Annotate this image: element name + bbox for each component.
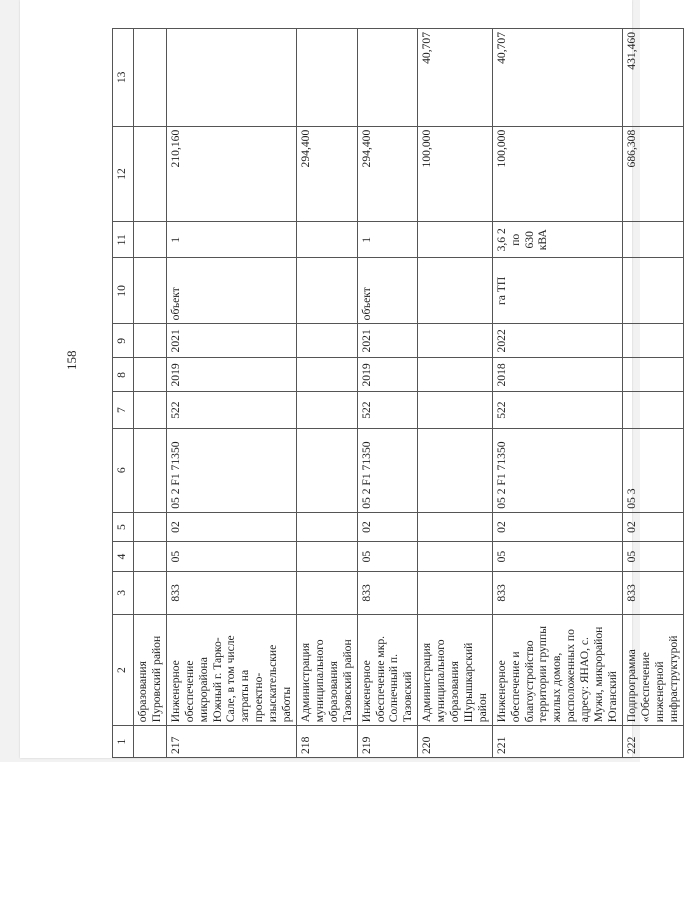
table-cell: [296, 29, 357, 127]
table-cell: 431,460: [622, 29, 683, 127]
table-row: [134, 29, 167, 758]
name-cell: Инженерное обеспечение мкр. Солнечный п. Тазовский: [357, 614, 418, 725]
table-row: [622, 29, 683, 758]
table-cell: [134, 258, 167, 324]
table-cell: [296, 324, 357, 358]
table-cell: 02: [622, 512, 683, 542]
table-cell: 40,707: [418, 29, 493, 127]
table-cell: [418, 542, 493, 572]
header-cell: 2: [113, 614, 134, 725]
table-cell: 294,400: [357, 126, 418, 221]
name-cell: Подпрограмма «Обеспечение инженерной инфраструктурой: [622, 614, 683, 725]
table-cell: 1: [357, 222, 418, 258]
header-cell: 11: [113, 222, 134, 258]
table-cell: 100,000: [418, 126, 493, 221]
table-cell: [418, 428, 493, 512]
header-cell: 12: [113, 126, 134, 221]
table-cell: [134, 428, 167, 512]
header-cell: 9: [113, 324, 134, 358]
name-cell: Инженерное обеспечение и благоустройство территории группы жилых домов, расположенных по адресу: ЯНАО, с. Мужи, микрорайон Юганский: [492, 614, 622, 725]
table-cell: объект: [166, 258, 296, 324]
table-cell: [296, 258, 357, 324]
table-row: [418, 29, 493, 758]
header-cell: 3: [113, 571, 134, 614]
table-cell: 833: [357, 571, 418, 614]
table-cell: [622, 258, 683, 324]
name-cell: Инженерное обеспечение микрорайона Южный г. Тарко-Сале, в том числе затраты на проектно-изыскательские работы: [166, 614, 296, 725]
table-cell: 2021: [357, 324, 418, 358]
table-cell: 522: [492, 392, 622, 428]
table-cell: [134, 29, 167, 127]
page-number: 158: [64, 350, 79, 370]
table-cell: 100,000: [492, 126, 622, 221]
table-row: [492, 29, 622, 758]
table-cell: [134, 512, 167, 542]
row-number-cell: 219: [357, 726, 418, 758]
table-cell: [296, 358, 357, 392]
table-cell: 833: [622, 571, 683, 614]
table-cell: 05 3: [622, 428, 683, 512]
table-cell: 05: [357, 542, 418, 572]
table-cell: 1: [166, 222, 296, 258]
table-cell: [134, 392, 167, 428]
table-cell: 40,707: [492, 29, 622, 127]
table-cell: 2019: [166, 358, 296, 392]
row-number-cell: 222: [622, 726, 683, 758]
table-cell: [622, 222, 683, 258]
table-cell: 05 2 F1 71350: [492, 428, 622, 512]
name-cell: образования Пуровский район: [134, 614, 167, 725]
table-cell: [296, 571, 357, 614]
header-cell: 8: [113, 358, 134, 392]
table-cell: [296, 428, 357, 512]
table-cell: [296, 222, 357, 258]
table-cell: 833: [166, 571, 296, 614]
table-cell: [418, 222, 493, 258]
table-cell: [418, 512, 493, 542]
table-cell: [134, 358, 167, 392]
table-cell: 05: [492, 542, 622, 572]
header-cell: 10: [113, 258, 134, 324]
table-cell: 210,160: [166, 126, 296, 221]
table-cell: га ТП: [492, 258, 622, 324]
table-cell: [622, 324, 683, 358]
table-cell: [622, 358, 683, 392]
header-cell: 4: [113, 542, 134, 572]
table-cell: 02: [166, 512, 296, 542]
row-number-cell: 217: [166, 726, 296, 758]
table-cell: 522: [357, 392, 418, 428]
table-cell: [134, 222, 167, 258]
name-cell: Администрация муниципального образования Шурышкарский район: [418, 614, 493, 725]
table-cell: [134, 571, 167, 614]
row-number-cell: 220: [418, 726, 493, 758]
table-cell: объект: [357, 258, 418, 324]
table-cell: 2018: [492, 358, 622, 392]
table-cell: [166, 29, 296, 127]
header-row: [113, 29, 134, 758]
table-cell: [296, 512, 357, 542]
table-cell: 05: [622, 542, 683, 572]
table-cell: 05: [166, 542, 296, 572]
table-row: [296, 29, 357, 758]
table-cell: [418, 358, 493, 392]
header-cell: 5: [113, 512, 134, 542]
header-cell: 1: [113, 726, 134, 758]
table-row: [166, 29, 296, 758]
table-cell: 522: [166, 392, 296, 428]
table-cell: [296, 542, 357, 572]
header-cell: 7: [113, 392, 134, 428]
table-cell: 05 2 F1 71350: [166, 428, 296, 512]
row-number-cell: 221: [492, 726, 622, 758]
header-cell: 13: [113, 29, 134, 127]
table-cell: 02: [357, 512, 418, 542]
table-cell: [134, 324, 167, 358]
header-cell: 6: [113, 428, 134, 512]
table-cell: [296, 392, 357, 428]
table-cell: [622, 392, 683, 428]
table-cell: 2021: [166, 324, 296, 358]
rotated-table-container: [112, 28, 680, 758]
table-cell: [134, 542, 167, 572]
table-cell: [418, 258, 493, 324]
table-cell: 2019: [357, 358, 418, 392]
table-cell: 02: [492, 512, 622, 542]
budget-table: [112, 28, 684, 758]
table-cell: 294,400: [296, 126, 357, 221]
table-cell: 05 2 F1 71350: [357, 428, 418, 512]
row-number-cell: [134, 726, 167, 758]
table-cell: 2022: [492, 324, 622, 358]
table-cell: [418, 324, 493, 358]
table-cell: [418, 571, 493, 614]
table-cell: 833: [492, 571, 622, 614]
name-cell: Администрация муниципального образования Тазовский район: [296, 614, 357, 725]
table-cell: [134, 126, 167, 221]
table-cell: [357, 29, 418, 127]
table-cell: 3,6 2 по 630 кВА: [492, 222, 622, 258]
table-cell: [418, 392, 493, 428]
table-row: [357, 29, 418, 758]
row-number-cell: 218: [296, 726, 357, 758]
table-cell: 686,308: [622, 126, 683, 221]
